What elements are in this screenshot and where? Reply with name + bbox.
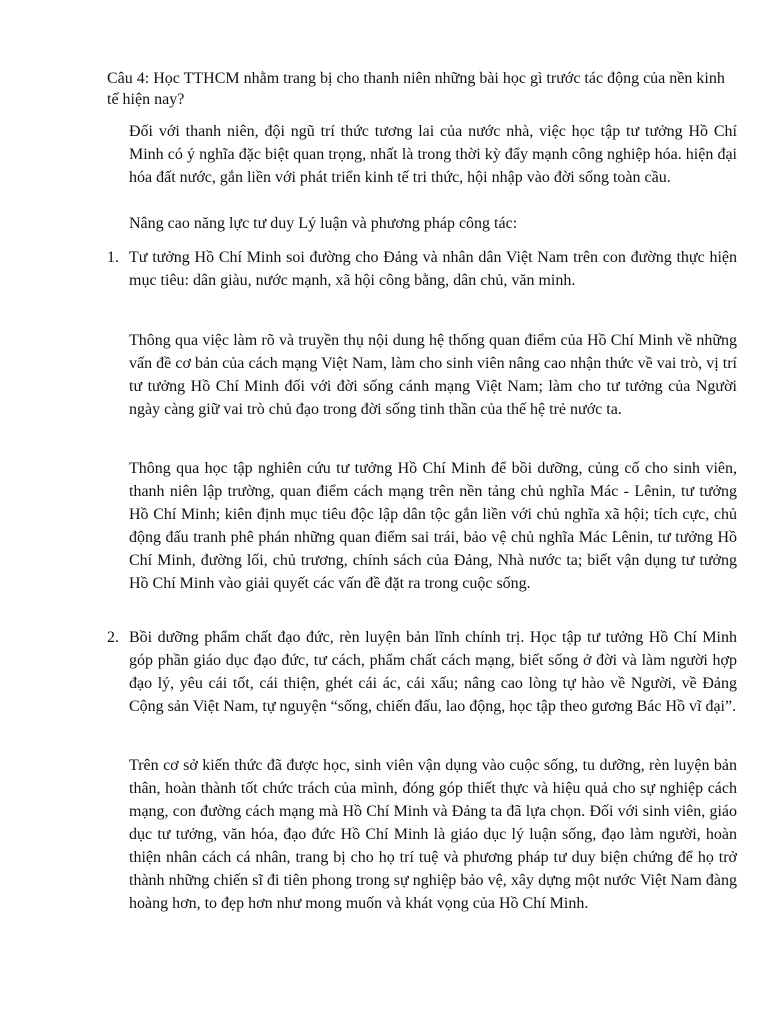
list-number-1: 1. xyxy=(107,249,119,266)
list-number-2: 2. xyxy=(107,629,119,646)
section-heading: Nâng cao năng lực tư duy Lý luận và phương pháp công tác: xyxy=(129,215,518,232)
list-item-1-paragraph-2: Thông qua học tập nghiên cứu tư tưởng Hồ Chí Minh để bồi dưỡng, củng cố cho sinh viên, thanh niên lập trường, quan điểm cách mạng trên nền tảng chủ nghĩa Mác - Lênin, tư tưởng Hồ Chí Minh; kiên định mục tiêu độc lập dân tộc gắn liền với chủ nghĩa xã hội; tích cực, chủ động đấu tranh phê phán những quan điểm sai trái, bảo vệ chủ nghĩa Mác Lênin, tư tưởng Hồ Chí Minh, đường lối, chủ trương, chính sách của Đảng, Nhà nước ta; biết vận dụng tư tưởng Hồ Chí Minh vào giải quyết các vấn đề đặt ra trong cuộc sống. xyxy=(129,460,737,592)
question-heading: Câu 4: Học TTHCM nhằm trang bị cho thanh niên những bài học gì trước tác động của nền kinh tế hiện nay? xyxy=(107,70,725,108)
list-item-2-text: Bồi dưỡng phẩm chất đạo đức, rèn luyện bản lĩnh chính trị. Học tập tư tưởng Hồ Chí Minh góp phần giáo dục đạo đức, tư cách, phẩm chất cách mạng, biết sống ở đời và làm người hợp đạo lý, yêu cái tốt, cái thiện, ghét cái ác, cái xấu; nâng cao lòng tự hào về Người, về Đảng Cộng sản Việt Nam, tự nguyện “sống, chiến đấu, lao động, học tập theo gương Bác Hồ vĩ đại”. xyxy=(129,629,737,715)
intro-paragraph: Đối với thanh niên, đội ngũ trí thức tương lai của nước nhà, việc học tập tư tưởng Hồ Chí Minh có ý nghĩa đặc biệt quan trọng, nhất là trong thời kỳ đẩy mạnh công nghiệp hóa. hiện đại hóa đất nước, gắn liền với phát triển kinh tế tri thức, hội nhập vào đời sống toàn cầu. xyxy=(129,123,737,186)
list-item-1-text: Tư tưởng Hồ Chí Minh soi đường cho Đảng và nhân dân Việt Nam trên con đường thực hiện mục tiêu: dân giàu, nước mạnh, xã hội công bằng, dân chủ, văn minh. xyxy=(129,249,737,289)
list-item-1-paragraph-1: Thông qua việc làm rõ và truyền thụ nội dung hệ thống quan điểm của Hồ Chí Minh về những vấn đề cơ bản của cách mạng Việt Nam, làm cho sinh viên nâng cao nhận thức về vai trò, vị trí tư tưởng Hồ Chí Minh đối với đời sống cánh mạng Việt Nam; làm cho tư tưởng của Người ngày càng giữ vai trò chủ đạo trong đời sống tinh thần của thế hệ trẻ nước ta. xyxy=(129,332,737,418)
list-item-2-paragraph-1: Trên cơ sở kiến thức đã được học, sinh viên vận dụng vào cuộc sống, tu dưỡng, rèn luyện bản thân, hoàn thành tốt chức trách của mình, đóng góp thiết thực và hiệu quả cho sự nghiệp cách mạng, con đường cách mạng mà Hồ Chí Minh và Đảng ta đã lựa chọn. Đối với sinh viên, giáo dục tư tưởng, văn hóa, đạo đức Hồ Chí Minh là giáo dục lý luận sống, đạo làm người, hoàn thiện nhân cách cá nhân, trang bị cho họ trí tuệ và phương pháp tư duy biện chứng để họ trở thành những chiến sĩ đi tiên phong trong sự nghiệp bảo vệ, xây dựng một nước Việt Nam đàng hoàng hơn, to đẹp hơn như mong muốn và khát vọng của Hồ Chí Minh. xyxy=(129,757,737,912)
